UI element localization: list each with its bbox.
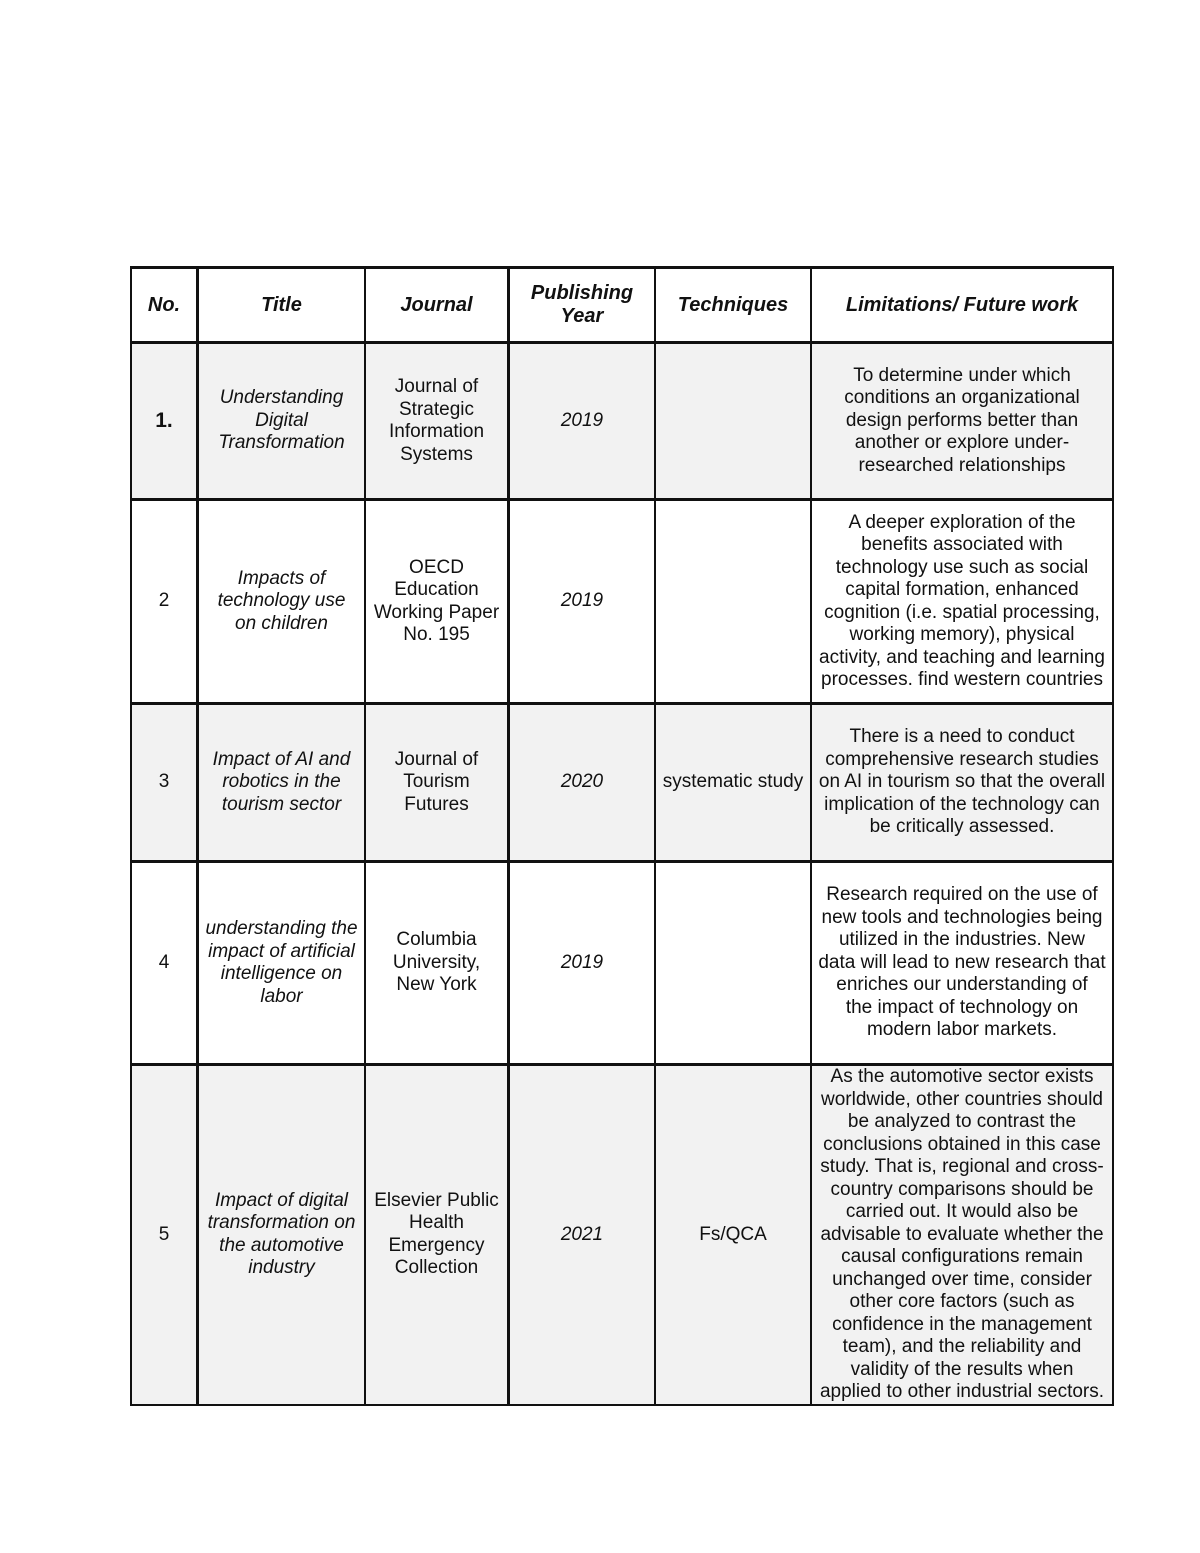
row-title: Impacts of technology use on children <box>198 500 366 704</box>
row-year: 2019 <box>509 343 656 500</box>
row-title: Impact of AI and robotics in the tourism sector <box>198 704 366 862</box>
header-no: No. <box>131 268 198 343</box>
row-techniques: Fs/QCA <box>655 1065 811 1405</box>
table-row <box>131 704 1113 862</box>
row-year: 2021 <box>509 1065 656 1405</box>
limitations-text: Research required on the use of new tools and technologies being utilized in the industries. New data will lead to new research that enriches our understanding of <box>818 884 1106 996</box>
table-row <box>131 862 1113 1065</box>
row-techniques <box>655 343 811 500</box>
table-row <box>131 343 1113 500</box>
row-number: 2 <box>131 500 198 704</box>
header-publishing-year: Publishing Year <box>509 268 656 343</box>
limitations-text: To determine under which conditions an organizational design performs better than another or explore under-researched relationships <box>844 364 1080 476</box>
row-number: 5 <box>131 1065 198 1405</box>
row-techniques <box>655 862 811 1065</box>
row-number: 3 <box>131 704 198 862</box>
row-number: 1. <box>131 343 198 500</box>
row-number: 4 <box>131 862 198 1065</box>
literature-review-table <box>130 266 1114 1406</box>
limitations-text: As the automotive sector exists worldwide, other countries should be analyzed to contrast the conclusions obtained in this case study. That is, regional and cross-country comparisons should be carried out. It would also be advisable to evaluate whether the causal configurations remain unchanged over time, consider other core factors (such as confidence in the management team), and the reliability and validity of the results when applied to other industrial sectors. <box>819 1066 1105 1402</box>
limitations-text-continued: the impact of technology on modern labor markets. <box>845 996 1079 1041</box>
row-year: 2019 <box>509 862 656 1065</box>
row-techniques <box>655 500 811 704</box>
row-journal: Elsevier Public Health Emergency Collection <box>365 1065 509 1405</box>
row-journal: OECD Education Working Paper No. 195 <box>365 500 509 704</box>
row-title: Impact of digital transformation on the automotive industry <box>198 1065 366 1405</box>
header-journal: Journal <box>365 268 509 343</box>
row-limitations <box>811 1065 1113 1405</box>
row-journal: Columbia University, New York <box>365 862 509 1065</box>
row-limitations <box>811 500 1113 704</box>
row-limitations <box>811 704 1113 862</box>
row-year: 2019 <box>509 500 656 704</box>
row-title: Understanding Digital Transformation <box>198 343 366 500</box>
row-journal: Journal of Strategic Information Systems <box>365 343 509 500</box>
limitations-text: A deeper exploration of the benefits associated with technology use such as social capital formation, enhanced cognition (i.e. spatial processing, working memory), physical activity, and teaching and learning processes. find western countries <box>819 511 1105 690</box>
table-row <box>131 500 1113 704</box>
header-title: Title <box>198 268 366 343</box>
row-limitations <box>811 343 1113 500</box>
row-title: understanding the impact of artificial intelligence on labor <box>198 862 366 1065</box>
header-techniques: Techniques <box>655 268 811 343</box>
limitations-text: There is a need to conduct comprehensive research studies on AI in tourism so that the overall implication of the technology can be critically assessed. <box>818 726 1106 838</box>
header-limitations: Limitations/ Future work <box>811 268 1113 343</box>
row-year: 2020 <box>509 704 656 862</box>
table-row <box>131 1065 1113 1405</box>
row-techniques: systematic study <box>655 704 811 862</box>
table-header-row <box>131 268 1113 343</box>
row-journal: Journal of Tourism Futures <box>365 704 509 862</box>
row-limitations <box>811 862 1113 1065</box>
